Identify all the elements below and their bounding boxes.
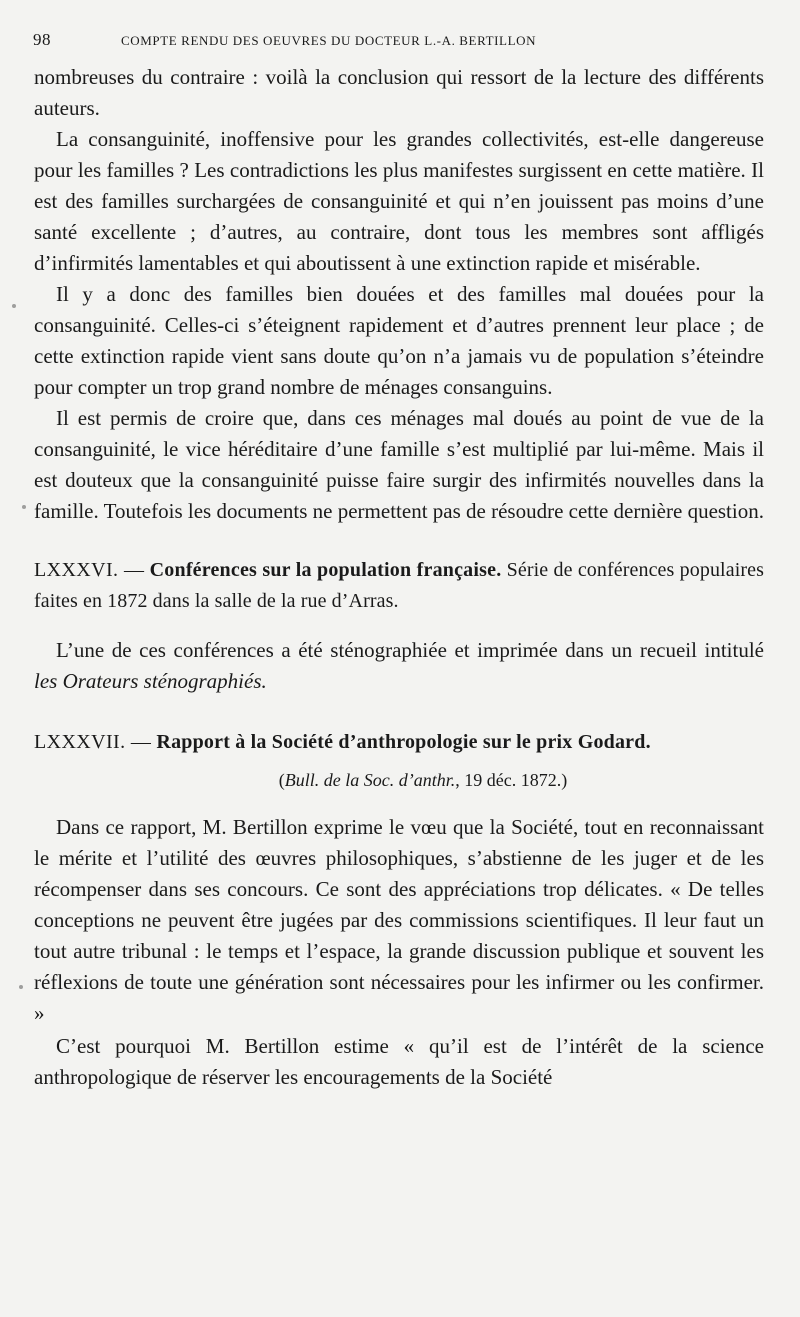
paragraph — [34, 635, 764, 697]
section-title: Rapport à la Société d’anthropologie sur le prix Godard. — [156, 731, 651, 753]
section-title: Conférences sur la population française. — [149, 559, 502, 581]
paragraph: Il est permis de croire que, dans ces ménages mal doués au point de vue de la consanguinité, le vice héréditaire d’une famille s’est multiplié par lui-même. Mais il est douteux que la consanguinité puisse faire surgir des infirmités nouvelles dans la famille. Toutefois les documents ne permettent pas de résoudre cette dernière question. — [34, 406, 764, 523]
running-head: COMPTE RENDU DES OEUVRES DU DOCTEUR L.-A. BERTILLON — [121, 33, 537, 48]
section-description: Série de conférences populaires faites en 1872 dans la salle de la rue d’Arras. — [34, 559, 764, 612]
paragraph: Dans ce rapport, M. Bertillon exprime le vœu que la Société, tout en reconnaissant le mérite et l’utilité des œuvres philosophiques, s’abstienne de les juger et de les récompenser dans ses concours. Ce sont des appréciations trop délicates. « De telles conceptions ne peuvent être jugées par des commissions scientifiques. Il leur faut un tout autre tribunal : le temps et l’espace, la grande discussion publique et souvent les réflexions de toute une génération sont nécessaires pour les infirmer ou les confirmer. » — [34, 815, 764, 1025]
page-number: 98 — [33, 30, 51, 49]
section-number: LXXXVI. — — [34, 559, 145, 581]
cited-title: les Orateurs sténographiés. — [34, 669, 267, 693]
page-header — [33, 30, 753, 54]
scan-speck — [22, 505, 26, 509]
reference-line — [34, 768, 764, 792]
reference-italic: Bull. de la Soc. d’anthr. — [284, 770, 456, 790]
paragraph: C’est pourquoi M. Bertillon estime « qu’il est de l’intérêt de la science anthropologique de réserver les encouragements de la Société — [34, 1034, 764, 1089]
page-content — [34, 62, 764, 1093]
paragraph-text: L’une de ces conférences a été sténographiée et imprimée dans un recueil intitulé — [56, 638, 764, 662]
reference-rest: , 19 déc. 1872.) — [455, 770, 568, 790]
scan-speck — [19, 985, 23, 989]
section-heading-lxxxvi — [34, 555, 764, 617]
section-heading-lxxxvii — [34, 727, 764, 758]
paragraph-continuation: nombreuses du contraire : voilà la conclusion qui ressort de la lecture des différents auteurs. — [34, 65, 764, 120]
paragraph: La consanguinité, inoffensive pour les grandes collectivités, est-elle dangereuse pour les familles ? Les contradictions les plus manifestes surgissent en cette matière. Il est des familles surchargées de consanguinité et qui n’en jouissent pas moins d’une santé excellente ; d’autres, au contraire, dont tous les membres sont affligés d’infirmités lamentables et qui aboutissent à une extinction rapide et misérable. — [34, 127, 764, 275]
scan-speck — [12, 304, 16, 308]
paragraph: Il y a donc des familles bien douées et des familles mal douées pour la consanguinité. Celles-ci s’éteignent rapidement et d’autres prennent leur place ; de cette extinction rapide vient sans doute qu’on n’a jamais vu de population s’éteindre pour compter un trop grand nombre de ménages consanguins. — [34, 282, 764, 399]
reference-open: ( — [278, 770, 285, 790]
section-number: LXXXVII. — — [34, 731, 152, 753]
